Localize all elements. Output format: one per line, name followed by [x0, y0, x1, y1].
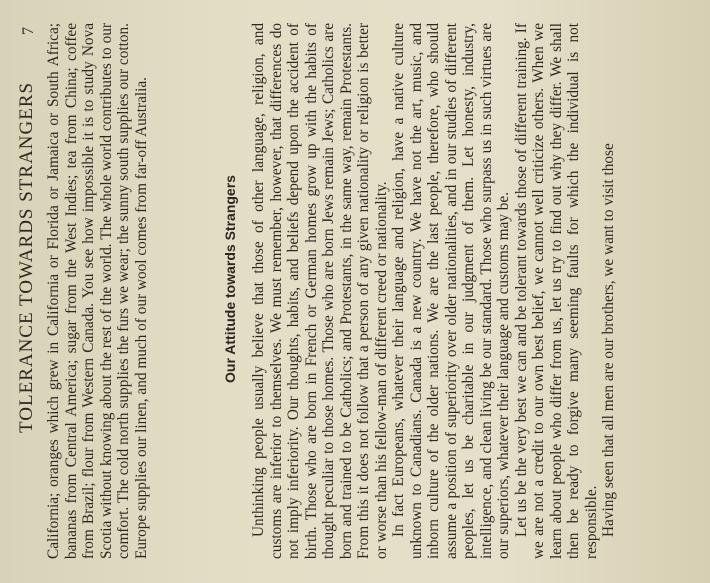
running-title: TOLERANCE TOWARDS STRANGERS	[16, 81, 37, 433]
section-heading: Our Attitude towards Strangers	[222, 175, 238, 383]
paragraph: Having seen that all men are our brothers, we want to visit those	[600, 143, 617, 537]
opening-paragraph: California; oranges which grew in California or Florida or Jamaica or South Africa; bananas from Central America; sugar from the West Indies; tea from China; coffee from Brazil; flour from Western Canada. You see how impossible it is to study Nova Scotia without knowing about the rest of the world. The whole world contributes to our comfort. The cold north supplies the furs we wear; the sunny south supplies our cotton. Europe supplies our linen, and much of our wool comes from far-off Australia.	[45, 23, 150, 559]
paragraph: Let us be the very best we can and be tolerant towards those of different training. If we are not a credit to our own best belief, we cannot well criticize others. When we learn about people who differ from us, let us try to find out why they differ. We shall then be ready to forgive many seeming faults for which the individual is not responsible.	[512, 23, 600, 559]
page-number: 7	[20, 27, 37, 35]
section-body	[250, 23, 618, 559]
paragraph: Unthinking people usually believe that those of other language, religion, and customs are inferior to themselves. We must remember, however, that differences do not imply inferiority. Our thoughts, habits, and beliefs depend upon the accident of birth. Those who are born in French or German homes grow up with the habits of thought peculiar to those homes. Those who are born Jews remain Jews; Catholics are born and trained to be Catholics; and Protestants, in the same way, remain Protestants. From this it does not follow that a person of any given nationality or religion is better or worse than his fellow-man of different creed or nationality.	[250, 23, 390, 559]
paragraph: In fact Europeans, whatever their language and religion, have a native culture unknown to Canadians. Canada is a new country. We have not the art, music, and inborn culture of the older nations. We are the last people, therefore, who should assume a position of superiority over older nationalities, and in our studies of different peoples, let us be charitable in our judgment of them. Let honesty, industry, intelligence, and clean living be our standard. Those who surpass us in such virtues are our superiors, whatever their language and customs may be.	[390, 23, 512, 559]
